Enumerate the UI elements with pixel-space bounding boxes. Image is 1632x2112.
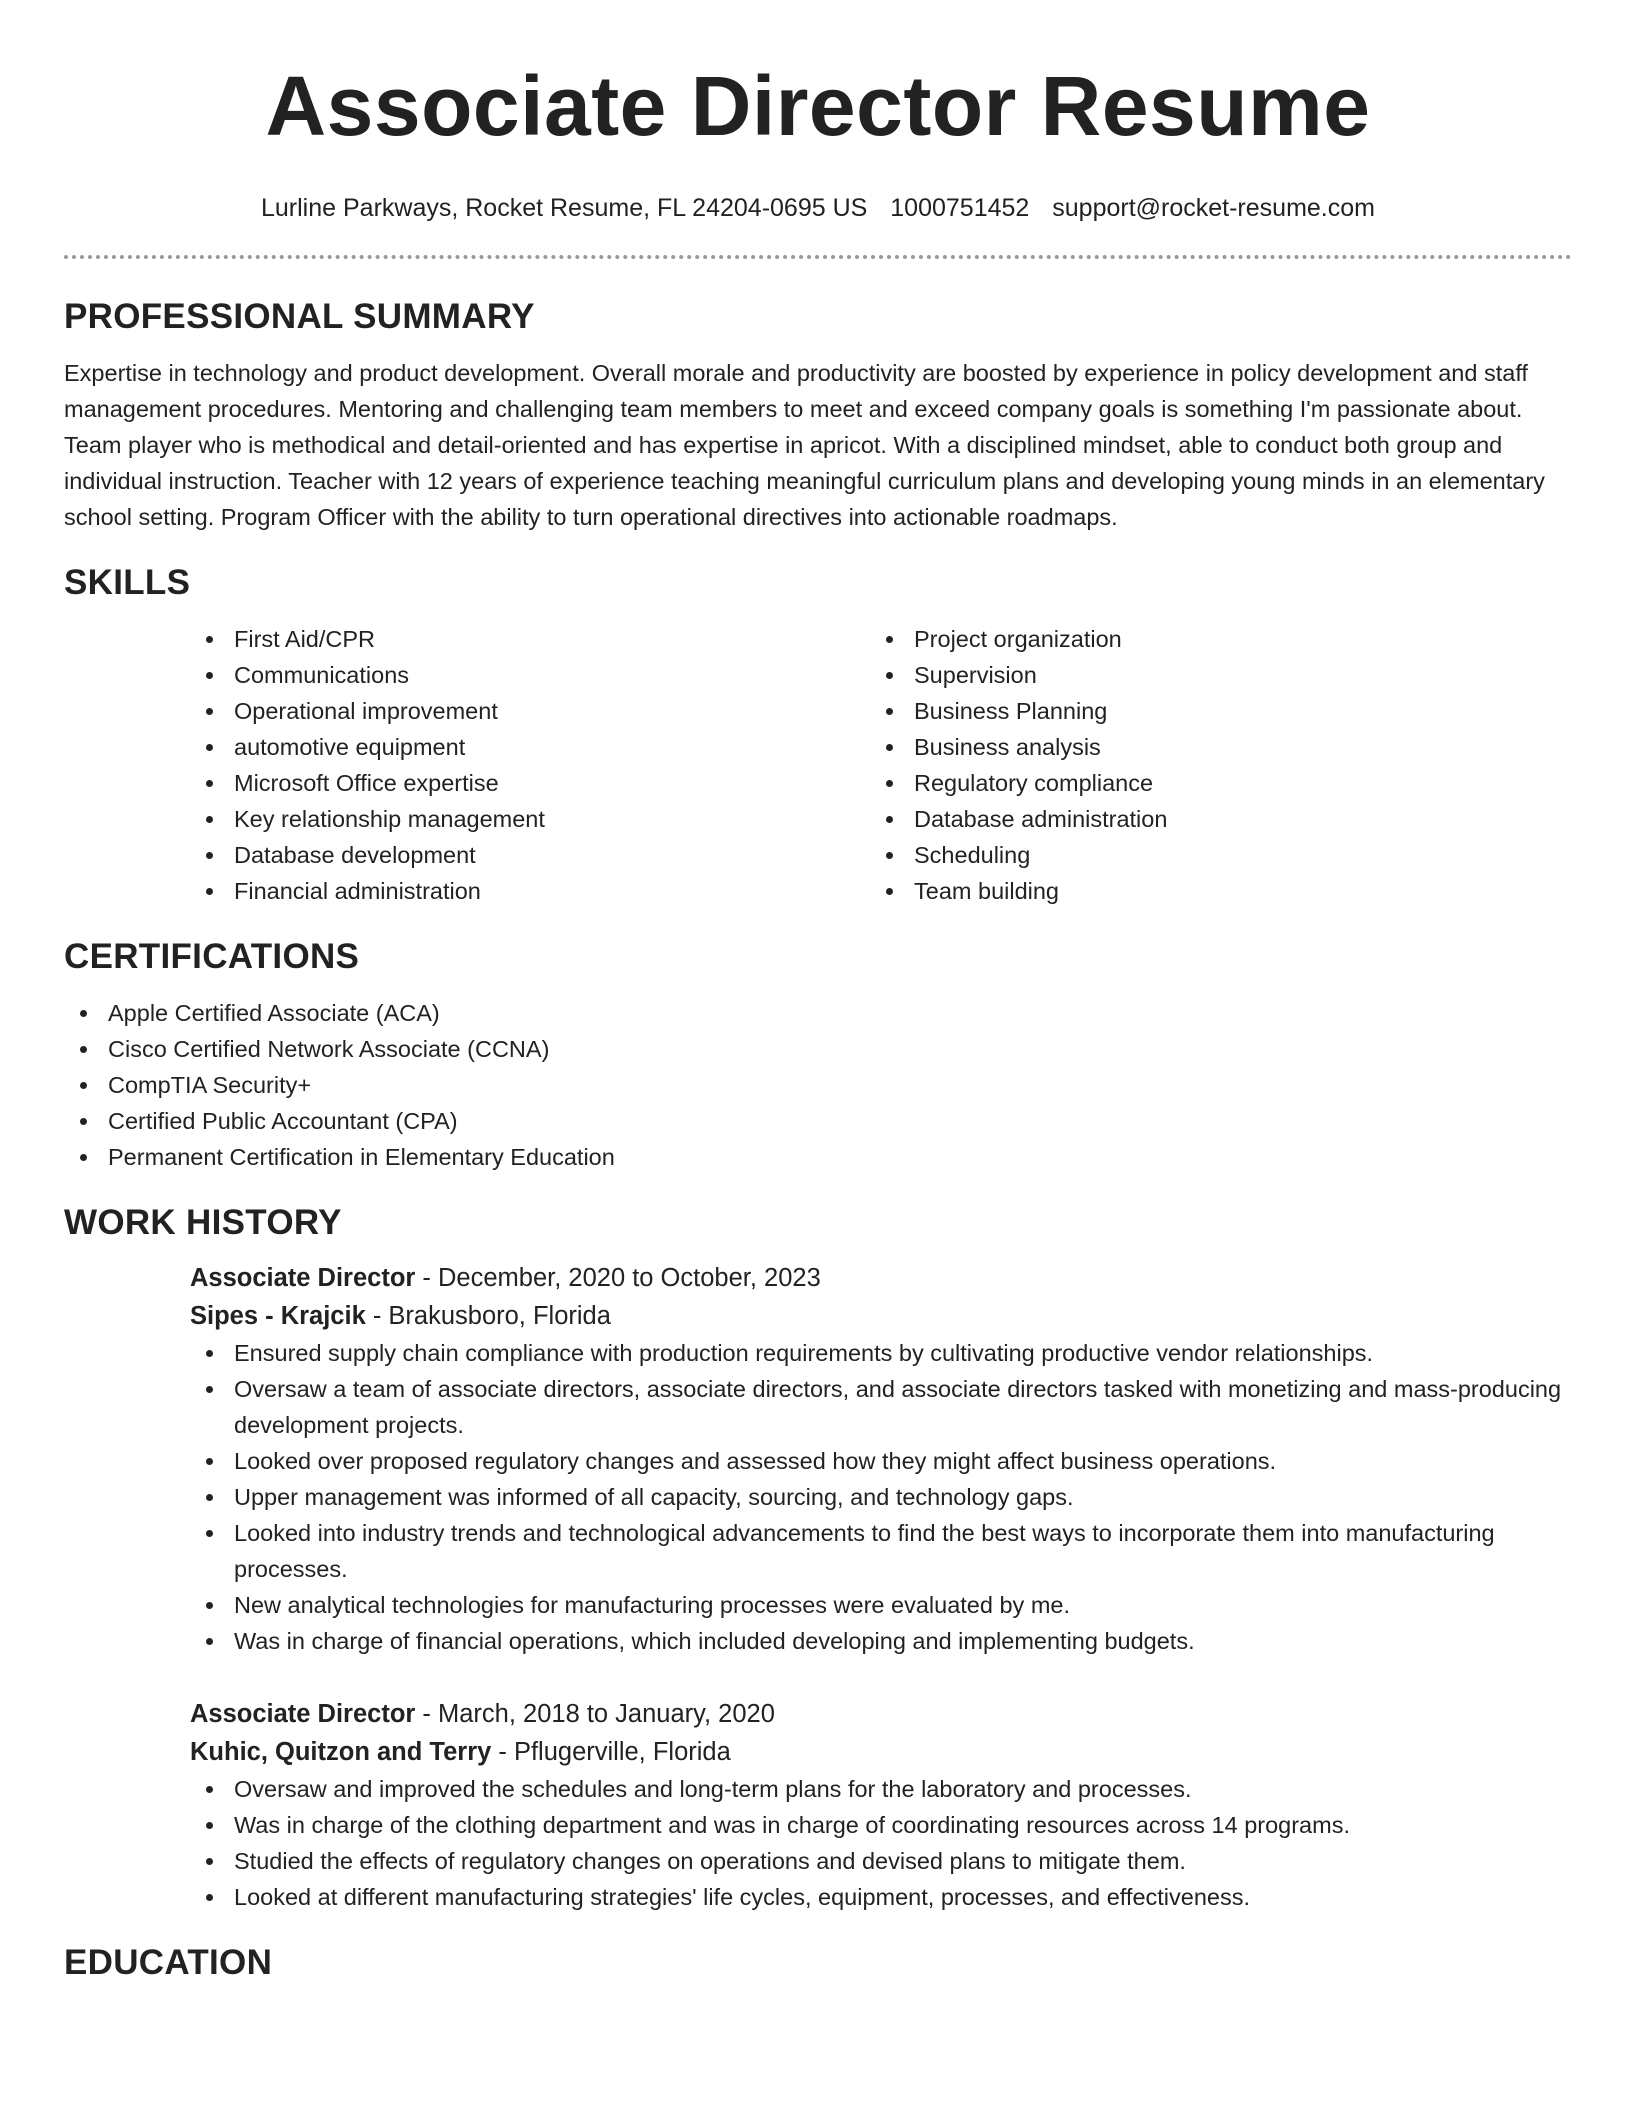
contact-phone: 1000751452	[890, 194, 1030, 222]
header-divider	[64, 255, 1572, 259]
summary-heading: PROFESSIONAL SUMMARY	[64, 297, 535, 336]
list-item: Was in charge of the clothing department and was in charge of coordinating resources across 14 programs.	[190, 1807, 1572, 1843]
job-location: - Pflugerville, Florida	[491, 1738, 731, 1766]
list-item: Looked at different manufacturing strategies' life cycles, equipment, processes, and effectiveness.	[190, 1879, 1572, 1915]
contact-email: support@rocket-resume.com	[1052, 194, 1375, 222]
list-item: CompTIA Security+	[64, 1067, 1572, 1103]
list-item: Business Planning	[870, 693, 1550, 729]
resume-title: Associate Director Resume	[265, 59, 1371, 153]
job-title-line	[190, 1695, 1572, 1733]
summary-text: Expertise in technology and product development. Overall morale and productivity are boosted by experience in policy development and staff management procedures. Mentoring and challenging team members to meet and exceed company goals is something I'm passionate about. Team player who is methodical and detail-oriented and has expertise in apricot. With a disciplined mindset, able to conduct both group and individual instruction. Teacher with 12 years of experience teaching meaningful curriculum plans and developing young minds in an elementary school setting. Program Officer with the ability to turn operational directives into actionable roadmaps.	[64, 360, 1545, 530]
job-title-line	[190, 1259, 1572, 1297]
job-dates: - March, 2018 to January, 2020	[415, 1700, 775, 1728]
resume-page	[64, 0, 1572, 1985]
list-item: automotive equipment	[190, 729, 870, 765]
work-history-heading: WORK HISTORY	[64, 1203, 342, 1242]
list-item: Database administration	[870, 801, 1550, 837]
list-item: Oversaw a team of associate directors, associate directors, and associate directors tasked with monetizing and mass-producing development projects.	[190, 1371, 1572, 1443]
contact-line	[64, 191, 1572, 225]
list-item: Studied the effects of regulatory changes on operations and devised plans to mitigate them.	[190, 1843, 1572, 1879]
job-location: - Brakusboro, Florida	[365, 1302, 611, 1330]
skills-column-right	[870, 621, 1550, 909]
job-company: Kuhic, Quitzon and Terry	[190, 1738, 492, 1766]
list-item: Financial administration	[190, 873, 870, 909]
job-company: Sipes - Krajcik	[190, 1302, 366, 1330]
list-item: Certified Public Accountant (CPA)	[64, 1103, 1572, 1139]
skills-heading: SKILLS	[64, 563, 191, 602]
list-item: Regulatory compliance	[870, 765, 1550, 801]
job-role: Associate Director	[190, 1700, 416, 1728]
list-item: Cisco Certified Network Associate (CCNA)	[64, 1031, 1572, 1067]
list-item: Communications	[190, 657, 870, 693]
contact-address: Lurline Parkways, Rocket Resume, FL 24204-0695 US	[261, 194, 868, 222]
list-item: Team building	[870, 873, 1550, 909]
list-item: Oversaw and improved the schedules and long-term plans for the laboratory and processes.	[190, 1771, 1572, 1807]
skills-list	[190, 621, 1572, 909]
list-item: Upper management was informed of all capacity, sourcing, and technology gaps.	[190, 1479, 1572, 1515]
list-item: Looked into industry trends and technological advancements to find the best ways to incorporate them into manufacturing processes.	[190, 1515, 1572, 1587]
job-entry	[190, 1695, 1572, 1915]
job-duties-list	[190, 1335, 1572, 1659]
list-item: Apple Certified Associate (ACA)	[64, 995, 1572, 1031]
certifications-heading: CERTIFICATIONS	[64, 937, 360, 976]
list-item: Key relationship management	[190, 801, 870, 837]
list-item: Database development	[190, 837, 870, 873]
list-item: Business analysis	[870, 729, 1550, 765]
job-company-line	[190, 1733, 1572, 1771]
list-item: First Aid/CPR	[190, 621, 870, 657]
job-entry	[190, 1259, 1572, 1659]
job-duties-list	[190, 1771, 1572, 1915]
list-item: Operational improvement	[190, 693, 870, 729]
list-item: Supervision	[870, 657, 1550, 693]
job-role: Associate Director	[190, 1264, 416, 1292]
list-item: Scheduling	[870, 837, 1550, 873]
list-item: New analytical technologies for manufacturing processes were evaluated by me.	[190, 1587, 1572, 1623]
list-item: Was in charge of financial operations, which included developing and implementing budgets.	[190, 1623, 1572, 1659]
job-company-line	[190, 1297, 1572, 1335]
certifications-list	[64, 995, 1572, 1175]
list-item: Permanent Certification in Elementary Education	[64, 1139, 1572, 1175]
job-dates: - December, 2020 to October, 2023	[415, 1264, 821, 1292]
education-heading: EDUCATION	[64, 1943, 273, 1982]
skills-column-left	[190, 621, 870, 909]
list-item: Project organization	[870, 621, 1550, 657]
list-item: Microsoft Office expertise	[190, 765, 870, 801]
list-item: Ensured supply chain compliance with production requirements by cultivating productive vendor relationships.	[190, 1335, 1572, 1371]
list-item: Looked over proposed regulatory changes and assessed how they might affect business operations.	[190, 1443, 1572, 1479]
